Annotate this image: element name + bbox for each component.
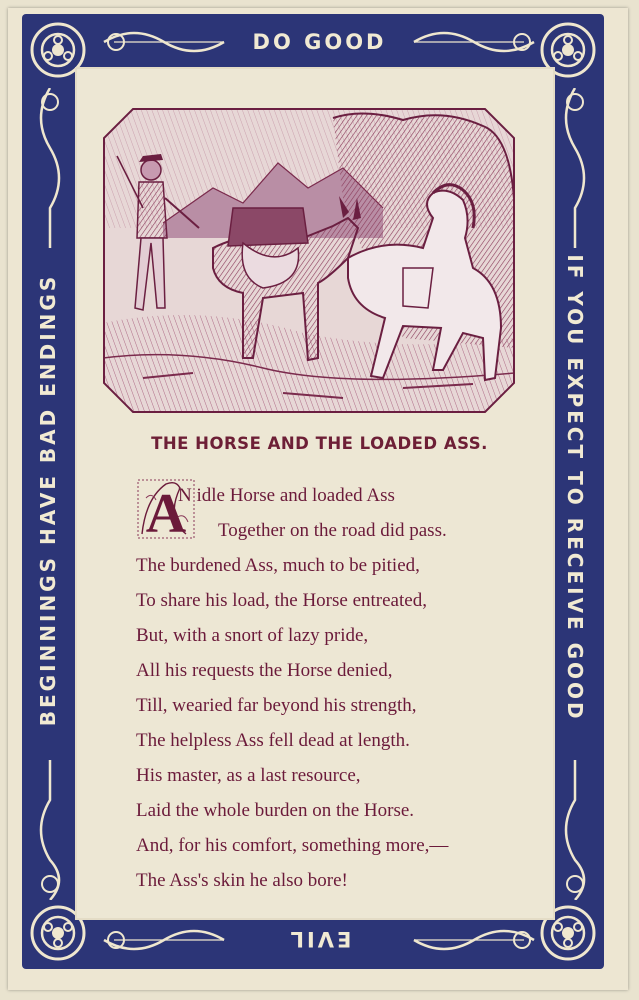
page-title: THE HORSE AND THE LOADED ASS. <box>151 434 488 453</box>
poem-line: Laid the whole burden on the Horse. <box>136 800 415 821</box>
scroll-ornament-right <box>553 88 597 248</box>
poem-line: And, for his comfort, something more,— <box>136 835 449 856</box>
poem-line: All his requests the Horse denied, <box>136 660 393 681</box>
scroll-ornament-right-lower <box>553 760 597 900</box>
poem-line: Together on the road did pass. <box>218 520 447 541</box>
poem-line: The Ass's skin he also bore! <box>136 870 348 891</box>
poem-line: N idle Horse and loaded Ass <box>178 485 395 506</box>
poem-line: To share his load, the Horse entreated, <box>136 590 427 611</box>
drop-cap-letter: A <box>145 483 187 540</box>
poem-line: The burdened Ass, much to be pitied, <box>136 555 420 576</box>
poem-line: His master, as a last resource, <box>136 765 361 786</box>
engraving-illustration <box>103 108 515 413</box>
border-text-left: BEGINNINGS HAVE BAD ENDINGS <box>36 273 60 727</box>
poem-line: Till, wearied far beyond his strength, <box>136 695 417 716</box>
border-text-bottom: EVIL <box>287 927 352 951</box>
scroll-ornament-left <box>28 88 72 248</box>
border-text-top: DO GOOD <box>252 30 387 54</box>
scroll-ornament-left-lower <box>28 760 72 900</box>
poem-line: The helpless Ass fell dead at length. <box>136 730 410 751</box>
border-text-right: IF YOU EXPECT TO RECEIVE GOOD <box>563 254 587 722</box>
poem-body <box>136 478 536 898</box>
poem-line: But, with a snort of lazy pride, <box>136 625 369 646</box>
